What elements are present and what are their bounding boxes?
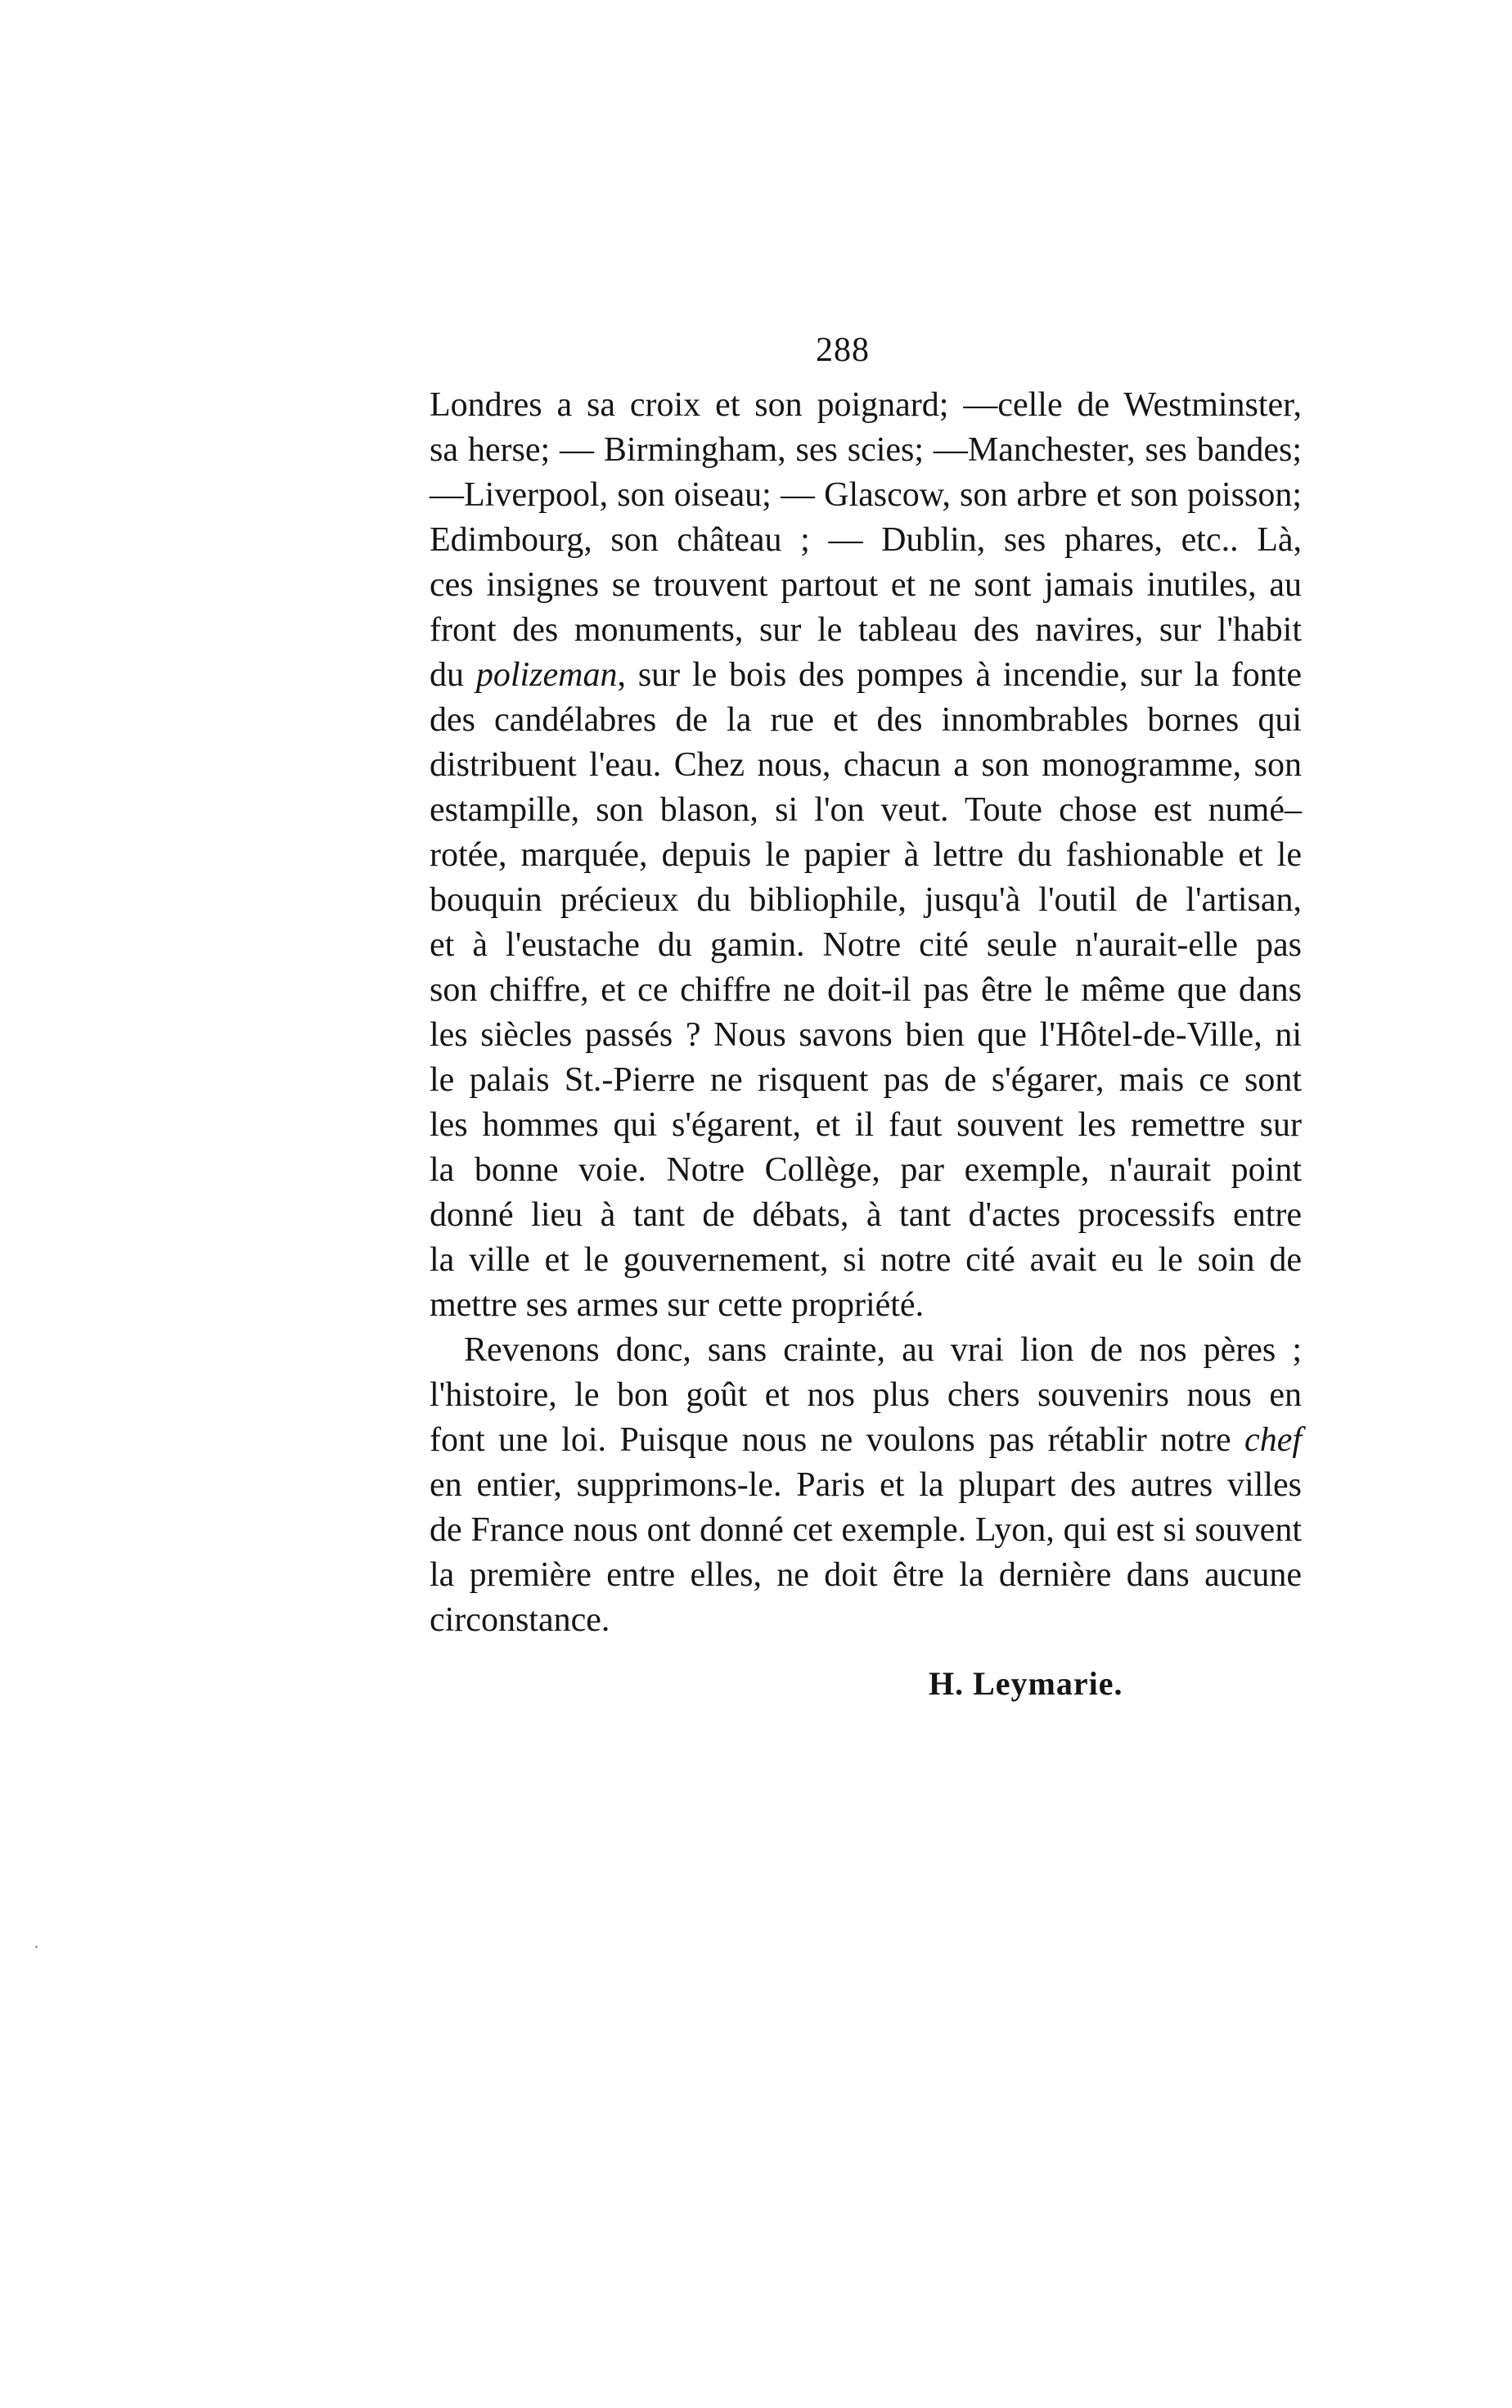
- paragraph-1-line: ces insignes se trouvent partout et ne sont jamais inutiles, au: [430, 566, 1302, 604]
- paragraph-2-line: circonstance.: [430, 1601, 610, 1639]
- paragraph-2-line: Revenons donc, sans crainte, au vrai lion de nos pères ;: [464, 1331, 1302, 1369]
- paragraph-2-line: [430, 1418, 1302, 1463]
- paragraph-1-line: donné lieu à tant de débats, à tant d'actes processifs entre: [430, 1196, 1302, 1234]
- paragraph-1-line: la ville et le gouvernement, si notre cité avait eu le soin de: [430, 1241, 1302, 1279]
- paragraph-1-line: mettre ses armes sur cette propriété.: [430, 1286, 925, 1324]
- paper-speck: [35, 1946, 38, 1948]
- paragraph-1-line: estampille, son blason, si l'on veut. Toute chose est numé–: [430, 791, 1302, 829]
- paragraph-1-line: sa herse; — Birmingham, ses scies; —Manchester, ses bandes;: [430, 431, 1302, 469]
- paragraph-1: [430, 383, 1302, 1328]
- paragraph-2-line: de France nous ont donné cet exemple. Lyon, qui est si souvent: [430, 1511, 1302, 1549]
- paragraph-2-line: l'histoire, le bon goût et nos plus chers souvenirs nous en: [430, 1376, 1302, 1414]
- paragraph-1-line: et à l'eustache du gamin. Notre cité seule n'aurait-elle pas: [430, 926, 1302, 964]
- paragraph-1-line: bouquin précieux du bibliophile, jusqu'à l'outil de l'artisan,: [430, 881, 1302, 919]
- text-segment: , sur le bois des pompes à incendie, sur la fonte: [617, 656, 1303, 694]
- italic-word: chef: [1244, 1421, 1302, 1459]
- paragraph-1-line: front des monuments, sur le tableau des navires, sur l'habit: [430, 611, 1302, 649]
- paragraph-2-line: la première entre elles, ne doit être la dernière dans aucune: [430, 1556, 1302, 1594]
- paragraph-1-line: Edimbourg, son château ; — Dublin, ses phares, etc.. Là,: [430, 521, 1302, 559]
- paragraph-1-line: le palais St.-Pierre ne risquent pas de s'égarer, mais ce sont: [430, 1061, 1302, 1099]
- signature: H. Leymarie.: [929, 1665, 1123, 1702]
- text-segment: du: [430, 656, 476, 694]
- italic-word: polizeman: [475, 656, 618, 694]
- body-text: [430, 383, 1302, 1643]
- paragraph-1-line: [430, 653, 1302, 698]
- paragraph-1-line: la bonne voie. Notre Collège, par exemple, n'aurait point: [430, 1151, 1302, 1189]
- text-segment: font une loi. Puisque nous ne voulons pas rétablir notre: [430, 1421, 1245, 1459]
- paragraph-1-line: les siècles passés ? Nous savons bien que l'Hôtel-de-Ville, ni: [430, 1016, 1302, 1054]
- paragraph-1-line: distribuent l'eau. Chez nous, chacun a son monogramme, son: [430, 746, 1302, 784]
- paragraph-2: [430, 1328, 1302, 1643]
- paragraph-1-line: des candélabres de la rue et des innombrables bornes qui: [430, 701, 1302, 739]
- paragraph-1-line: les hommes qui s'égarent, et il faut souvent les remettre sur: [430, 1106, 1302, 1144]
- page-number: 288: [816, 331, 870, 369]
- paragraph-1-line: son chiffre, et ce chiffre ne doit-il pas être le même que dans: [430, 971, 1302, 1009]
- paragraph-1-line: —Liverpool, son oiseau; — Glascow, son arbre et son poisson;: [430, 476, 1302, 514]
- paragraph-1-line: rotée, marquée, depuis le papier à lettre du fashionable et le: [430, 836, 1302, 874]
- paragraph-2-line: en entier, supprimons-le. Paris et la plupart des autres villes: [430, 1466, 1302, 1504]
- paragraph-1-line: Londres a sa croix et son poignard; —celle de Westminster,: [430, 386, 1302, 424]
